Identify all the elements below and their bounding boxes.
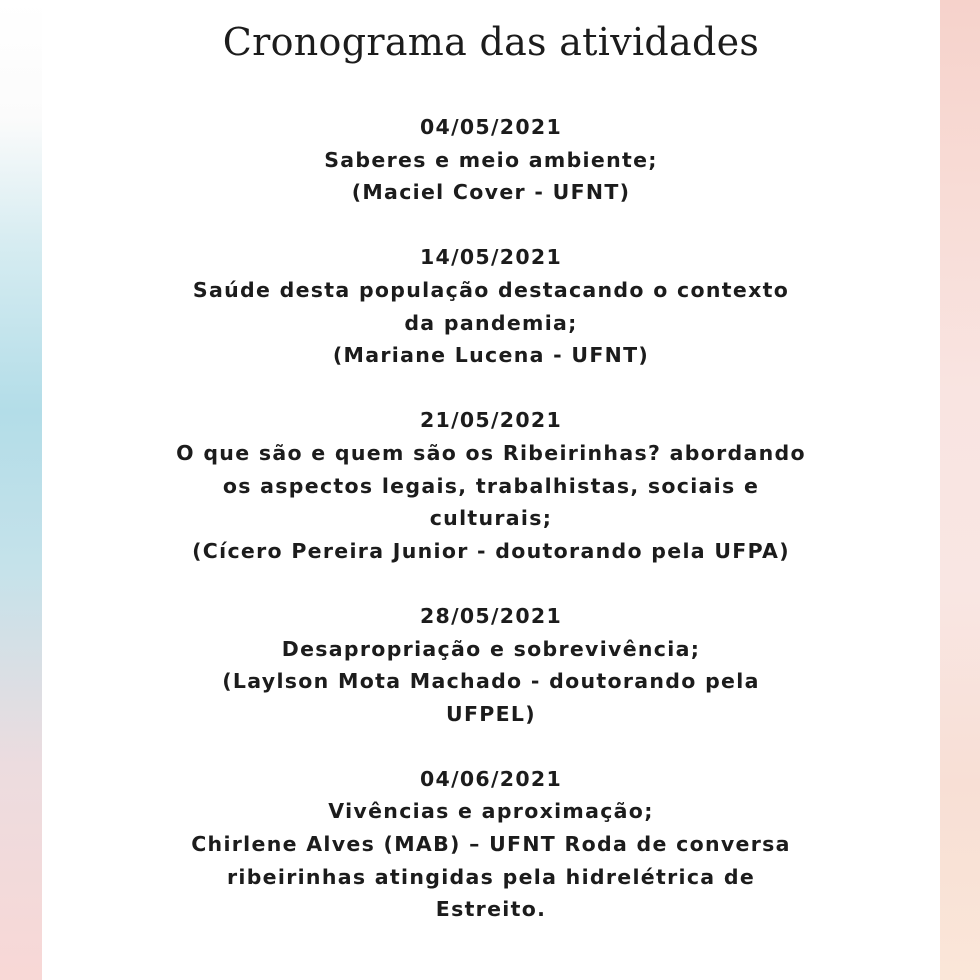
right-gradient-border [940, 0, 980, 980]
schedule-entry [42, 111, 940, 209]
schedule-card [42, 0, 940, 980]
entry-topic: O que são e quem são os Ribeirinhas? abordando [176, 440, 806, 465]
entry-topic: culturais; [429, 506, 553, 531]
entry-speaker: (Maciel Cover - UFNT) [351, 180, 631, 205]
entry-topic: Saúde desta população destacando o contexto [192, 277, 790, 302]
entry-date: 04/06/2021 [419, 766, 563, 791]
entry-date: 28/05/2021 [419, 603, 563, 628]
schedule-list [42, 111, 940, 958]
schedule-entry [42, 763, 940, 926]
entry-date: 04/05/2021 [419, 115, 563, 139]
entry-speaker: Chirlene Alves (MAB) – UFNT Roda de conversa [191, 832, 791, 857]
entry-speaker: (Laylson Mota Machado - doutorando pela [222, 669, 760, 694]
entry-topic: da pandemia; [404, 310, 578, 335]
page-title: Cronograma das atividades [222, 20, 760, 64]
entry-speaker: (Mariane Lucena - UFNT) [332, 343, 650, 368]
entry-speaker: ribeirinhas atingidas pela hidrelétrica de [226, 864, 756, 889]
entry-topic: Saberes e meio ambiente; [324, 147, 658, 172]
entry-topic: Vivências e aproximação; [328, 799, 654, 824]
entry-speaker: Estreito. [435, 897, 547, 922]
left-gradient-border [0, 0, 42, 980]
schedule-entry [42, 600, 940, 730]
entry-topic: Desapropriação e sobrevivência; [281, 636, 701, 661]
entry-topic: os aspectos legais, trabalhistas, sociais e [222, 473, 760, 498]
schedule-entry [42, 404, 940, 567]
entry-speaker: (Cícero Pereira Junior - doutorando pela UFPA) [192, 538, 790, 563]
entry-date: 14/05/2021 [419, 245, 563, 270]
entry-speaker: UFPEL) [446, 701, 536, 726]
entry-date: 21/05/2021 [419, 408, 563, 433]
schedule-entry [42, 241, 940, 371]
